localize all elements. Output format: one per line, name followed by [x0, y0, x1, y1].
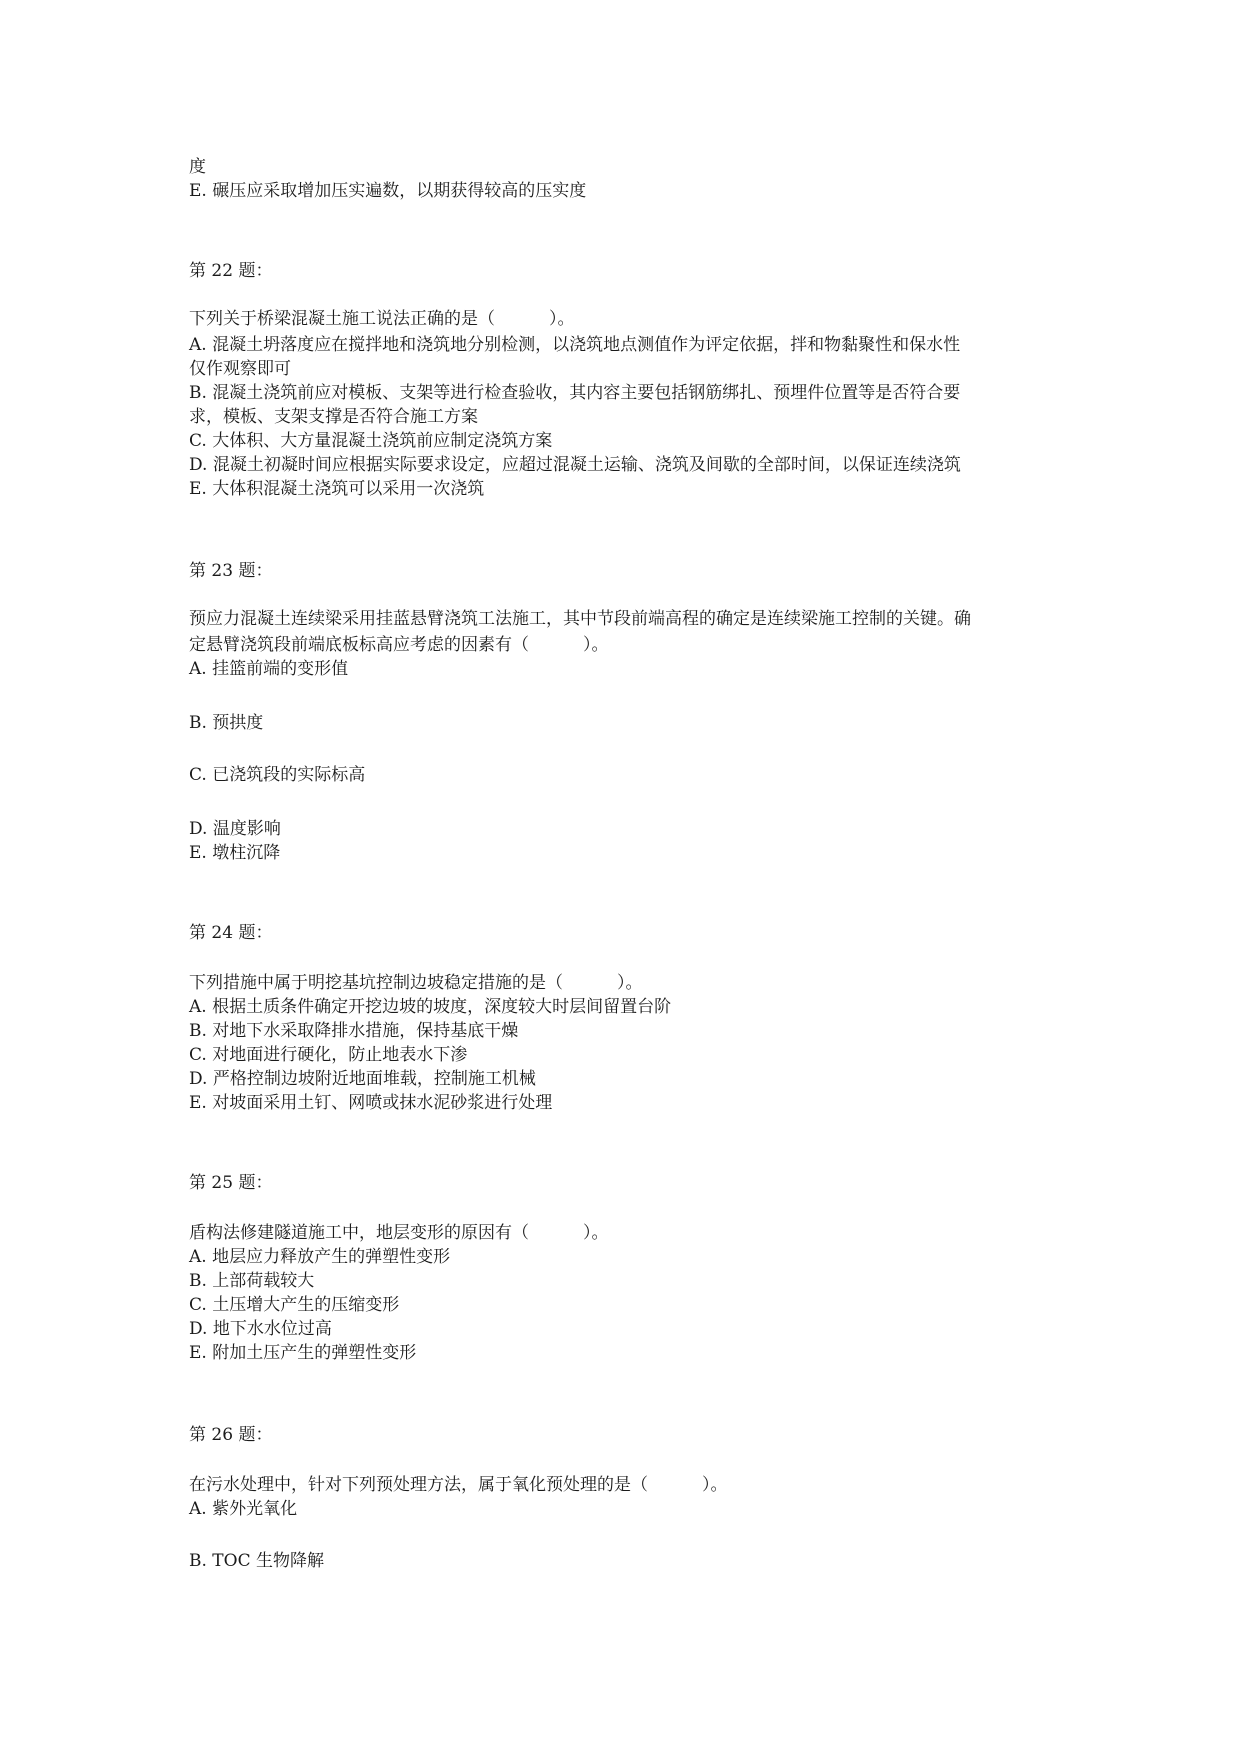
option-text: D. 混凝土初凝时间应根据实际要求设定，应超过混凝土运输、浇筑及间歇的全部时间，以保证连续浇筑	[189, 455, 961, 475]
option-text: E. 附加土压产生的弹塑性变形	[189, 1343, 417, 1363]
option-text: 求，模板、支架支撑是否符合施工方案	[189, 407, 478, 427]
question-stem: 盾构法修建隧道施工中，地层变形的原因有（ ）。	[189, 1223, 609, 1243]
option-text: A. 紫外光氧化	[189, 1499, 298, 1519]
option-text: C. 土压增大产生的压缩变形	[189, 1295, 400, 1315]
option-text: C. 大体积、大方量混凝土浇筑前应制定浇筑方案	[189, 431, 553, 451]
option-text: C. 对地面进行硬化，防止地表水下渗	[189, 1045, 468, 1065]
option-text: B. 预拱度	[189, 713, 264, 733]
option-text: B. 上部荷载较大	[189, 1271, 315, 1291]
option-text: A. 混凝土坍落度应在搅拌地和浇筑地分别检测，以浇筑地点测值作为评定依据，拌和物黏聚性和保水性	[189, 335, 961, 355]
option-text: C. 已浇筑段的实际标高	[189, 765, 366, 785]
question-number: 第 23 题：	[189, 561, 273, 581]
question-stem: 预应力混凝土连续梁采用挂蓝悬臂浇筑工法施工，其中节段前端高程的确定是连续梁施工控制的关键。确	[189, 609, 971, 629]
question-stem: 下列关于桥梁混凝土施工说法正确的是（ ）。	[189, 309, 575, 329]
question-number: 第 24 题：	[189, 923, 273, 943]
option-text: A. 地层应力释放产生的弹塑性变形	[189, 1247, 451, 1267]
option-text: E. 墩柱沉降	[189, 843, 281, 863]
option-text: B. 混凝土浇筑前应对模板、支架等进行检查验收，其内容主要包括钢筋绑扎、预埋件位置等是否符合要	[189, 383, 961, 403]
option-text: A. 挂篮前端的变形值	[189, 659, 349, 679]
option-text: 仅作观察即可	[189, 359, 291, 379]
question-stem: 下列措施中属于明挖基坑控制边坡稳定措施的是（ ）。	[189, 973, 643, 993]
option-text: D. 地下水水位过高	[189, 1319, 332, 1339]
option-text: D. 严格控制边坡附近地面堆载，控制施工机械	[189, 1069, 536, 1089]
question-stem: 定悬臂浇筑段前端底板标高应考虑的因素有（ ）。	[189, 635, 609, 655]
question-number: 第 25 题：	[189, 1173, 273, 1193]
question-number: 第 22 题：	[189, 261, 273, 281]
option-text: A. 根据土质条件确定开挖边坡的坡度，深度较大时层间留置台阶	[189, 997, 672, 1017]
option-text: 度	[189, 157, 206, 177]
option-text: E. 对坡面采用土钉、网喷或抹水泥砂浆进行处理	[189, 1093, 553, 1113]
option-text: B. TOC 生物降解	[189, 1551, 324, 1571]
option-text: B. 对地下水采取降排水措施，保持基底干燥	[189, 1021, 519, 1041]
option-text: E. 大体积混凝土浇筑可以采用一次浇筑	[189, 479, 485, 499]
question-stem: 在污水处理中，针对下列预处理方法，属于氧化预处理的是（ ）。	[189, 1475, 728, 1495]
option-text: E. 碾压应采取增加压实遍数，以期获得较高的压实度	[189, 181, 587, 201]
question-number: 第 26 题：	[189, 1425, 273, 1445]
option-text: D. 温度影响	[189, 819, 281, 839]
